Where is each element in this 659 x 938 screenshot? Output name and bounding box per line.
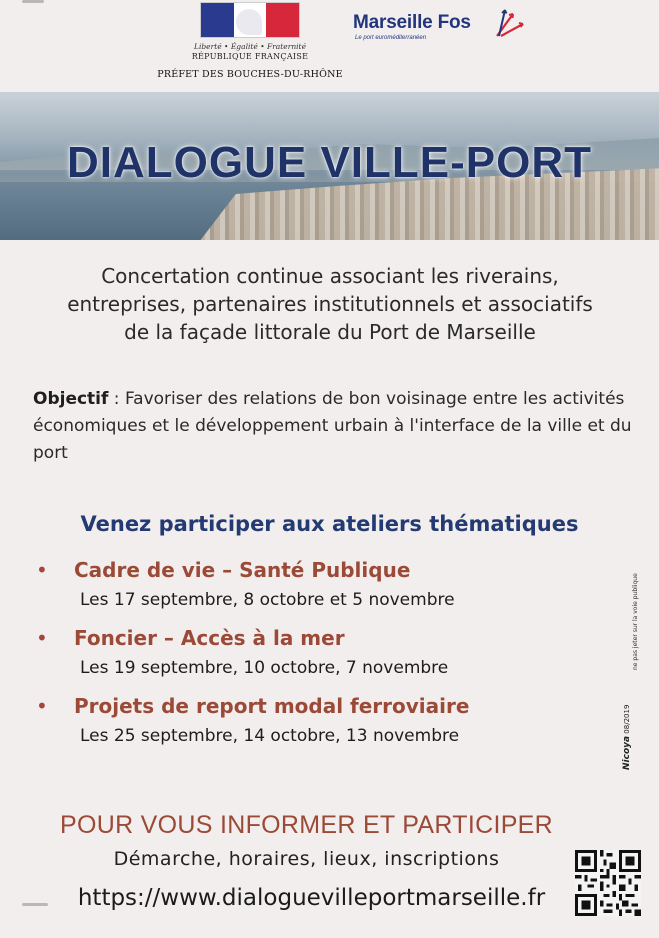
port-tagline: Le port euroméditerranéen bbox=[355, 35, 427, 41]
intro-line: de la façade littorale du Port de Marseille bbox=[124, 320, 536, 344]
port-logo bbox=[353, 12, 533, 41]
bullet-icon: • bbox=[36, 558, 48, 582]
arrows-icon bbox=[493, 6, 527, 40]
pin-top bbox=[22, 0, 44, 3]
intro-text bbox=[20, 262, 640, 346]
workshops-heading: Venez participer aux ateliers thématiques bbox=[80, 512, 579, 536]
workshop-dates: Les 19 septembre, 10 octobre, 7 novembre bbox=[80, 658, 449, 678]
workshop-item bbox=[36, 626, 596, 678]
gov-republic: RÉPUBLIQUE FRANÇAISE bbox=[191, 52, 309, 61]
objective-label: Objectif bbox=[33, 389, 109, 409]
website-link[interactable]: https://www.dialoguevilleportmarseille.fr bbox=[77, 885, 546, 911]
marianne-flag-icon bbox=[200, 2, 300, 38]
prefecture-name: PRÉFET DES BOUCHES-DU-RHÔNE bbox=[157, 69, 343, 80]
objective-paragraph bbox=[33, 386, 633, 467]
printer-brand: Nicoya bbox=[622, 735, 632, 770]
harbor-banner-image bbox=[0, 92, 659, 240]
info-title: POUR VOUS INFORMER ET PARTICIPER bbox=[60, 811, 553, 839]
port-name: Marseille Fos bbox=[353, 12, 471, 33]
banner-title: DIALOGUE VILLE-PORT bbox=[67, 138, 592, 187]
workshop-dates: Les 17 septembre, 8 octobre et 5 novembre bbox=[80, 590, 455, 610]
workshop-title: Cadre de vie – Santé Publique bbox=[74, 558, 411, 582]
workshop-dates: Les 25 septembre, 14 octobre, 13 novembre bbox=[80, 726, 460, 746]
workshop-item bbox=[36, 558, 596, 610]
workshop-item bbox=[36, 694, 596, 746]
gov-motto: Liberté • Égalité • Fraternité bbox=[193, 42, 307, 51]
government-logo bbox=[150, 2, 350, 80]
intro-line: entreprises, partenaires institutionnels et associatifs bbox=[67, 292, 593, 316]
printer-date: 08/2019 bbox=[623, 704, 631, 734]
qr-code-icon[interactable] bbox=[572, 850, 644, 916]
printer-credit bbox=[622, 690, 652, 770]
bullet-icon: • bbox=[36, 626, 48, 650]
workshop-list bbox=[36, 558, 596, 762]
bullet-icon: • bbox=[36, 694, 48, 718]
workshop-title: Projets de report modal ferroviaire bbox=[74, 694, 470, 718]
workshop-title: Foncier – Accès à la mer bbox=[74, 626, 345, 650]
intro-line: Concertation continue associant les riverains, bbox=[101, 264, 559, 288]
info-subtitle: Démarche, horaires, lieux, inscriptions bbox=[113, 848, 500, 870]
disposal-note: ne pas jeter sur la voie publique bbox=[632, 573, 639, 670]
objective-text: : Favoriser des relations de bon voisinage entre les activités économiques et le développement urbain à l'interface de la ville et du port bbox=[33, 389, 632, 463]
